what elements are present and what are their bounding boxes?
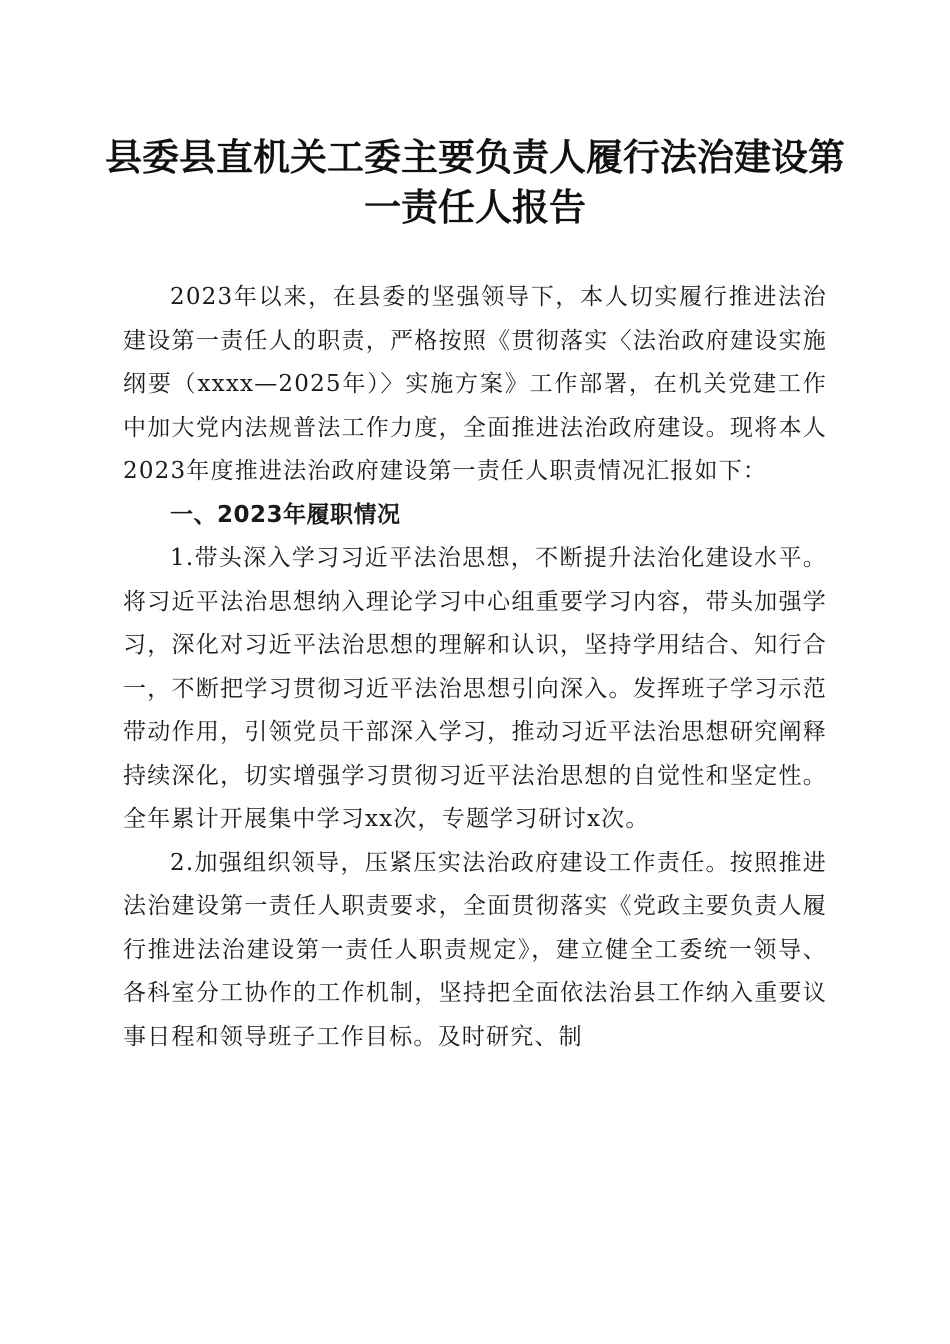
body-paragraph-1: 1.带头深入学习习近平法治思想，不断提升法治化建设水平。将习近平法治思想纳入理论学习中心组重要学习内容，带头加强学习，深化对习近平法治思想的理解和认识，坚持学用结合、知行合一，不断把学习贯彻习近平法治思想引向深入。发挥班子学习示范带动作用，引领党员干部深入学习，推动习近平法治思想研究阐释持续深化，切实增强学习贯彻习近平法治思想的自觉性和坚定性。全年累计开展集中学习xx次，专题学习研讨x次。 (123, 545, 827, 832)
title-line-2: 一责任人报告 (364, 185, 586, 229)
document-body (123, 276, 827, 1059)
section-heading: 一、2023年履职情况 (170, 501, 401, 528)
document-title (100, 132, 850, 232)
title-line-1: 县委县直机关工委主要负责人履行法治建设第 (105, 135, 845, 179)
intro-paragraph: 2023年以来，在县委的坚强领导下，本人切实履行推进法治建设第一责任人的职责，严格按照《贯彻落实〈法治政府建设实施纲要（xxxx—2025年）〉实施方案》工作部署，在机关党建工作中加大党内法规普法工作力度，全面推进法治政府建设。现将本人2023年度推进法治政府建设第一责任人职责情况汇报如下： (123, 284, 827, 484)
body-paragraph-2: 2.加强组织领导，压紧压实法治政府建设工作责任。按照推进法治建设第一责任人职责要求，全面贯彻落实《党政主要负责人履行推进法治建设第一责任人职责规定》，建立健全工委统一领导、各科室分工协作的工作机制，坚持把全面依法治县工作纳入重要议事日程和领导班子工作目标。及时研究、制 (123, 849, 827, 1050)
